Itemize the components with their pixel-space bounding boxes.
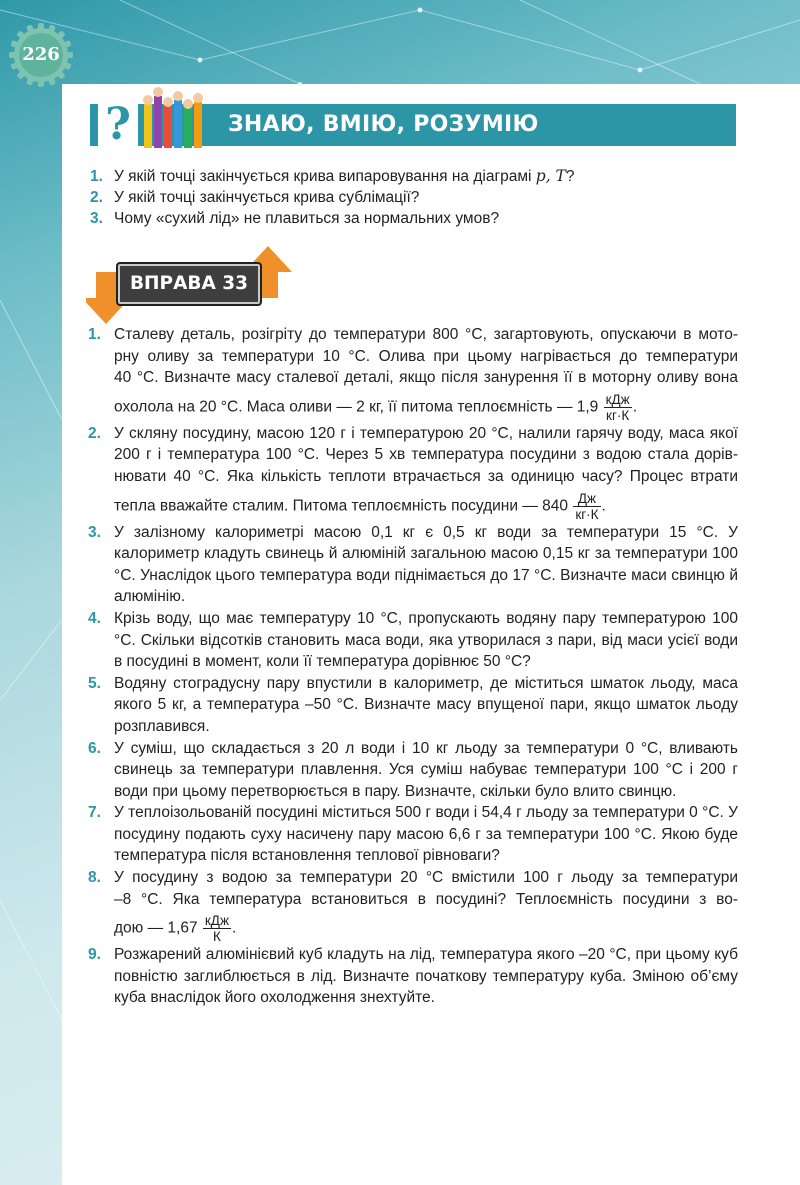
question-item: [90, 208, 730, 229]
question-mark-icon: ?: [98, 100, 138, 150]
task-number: 4.: [88, 609, 101, 627]
task-item: [88, 944, 738, 1009]
task-text: У залізному калориметрі масою 0,1 кг є 0,5 кг води за температури 15 °С. У калориметр кладуть свинець й алюміній загальною масою 0,15 кг за температури 100 °С. Унаслідок цього температура води піднімається до 17 °С. Визначте маси свинцю й алюмінію.: [114, 523, 738, 606]
task-number: 8.: [88, 869, 101, 887]
question-item: [90, 166, 730, 187]
task-item: [88, 522, 738, 608]
task-text: Сталеву деталь, розігріту до температури 800 °С, загартовують, опускаючи в мото- рну оливу за температури 10 °С. Олива при цьому нагрівається до температури 40 °С. Визначте масу сталевої деталі, якщо після занурення її в моторну оливу вона охолола на 20 °С. Маса оливи — 2 кг, її питома теплоємність — 1,9 $\frac{\text{кДж}}{кг\cdot К}$ .: [114, 326, 738, 423]
task-text: У теплоізольованій посудині міститься 500 г води і 54,4 г льоду за температури 0 °С. У посудину подають суху насичену пару масою 6,6 г за температури 100 °С. Якою буде температура після встановлення теплової рівноваги?: [114, 804, 738, 865]
task-text: Розжарений алюмінієвий куб кладуть на лід, температура якого –20 °С, при цьому куб повністю заглиблюється в лід. Визначте початкову температуру куба. Зміною об’єму куба внаслідок його охолодження знехтуйте.: [114, 946, 738, 1007]
task-item: [88, 802, 738, 867]
task-text: У посудину з водою за температури 20 °С вмістили 100 г льоду за температури –8 °С. Яка температура встановиться в посудині? Теплоємність посудини з во- дою — 1,67 $\frac{\text{кДж}}{К}$ .: [114, 869, 738, 945]
question-text: Чому «сухий лід» не плавиться за нормальних умов?: [114, 210, 500, 227]
task-number: 1.: [88, 326, 101, 343]
exercise-label: ВПРАВА 33: [129, 273, 249, 294]
task-item: [88, 324, 738, 423]
page-number: 226: [22, 44, 60, 65]
question-number: 1.: [90, 168, 103, 185]
task-number: 9.: [88, 946, 101, 964]
task-number: 2.: [88, 424, 101, 442]
exercise-header: [86, 246, 296, 324]
know-section-header: [90, 98, 736, 150]
exercise-tasks: [88, 324, 738, 1009]
task-number: 7.: [88, 804, 101, 822]
question-number: 2.: [90, 189, 103, 206]
task-item: [88, 608, 738, 673]
question-number: 3.: [90, 210, 103, 227]
review-questions: [90, 166, 730, 229]
page-number-badge: [8, 22, 74, 88]
unit-fraction: $\frac{\text{кДж}}{К}$: [204, 913, 229, 945]
task-number: 6.: [88, 739, 101, 757]
raised-hands-icon: [142, 86, 206, 148]
task-item: [88, 738, 738, 803]
unit-fraction: $\frac{Дж}{кг\cdot К}$: [575, 490, 599, 522]
task-text: У скляну посудину, масою 120 г і температурою 20 °С, налили гарячу воду, маса якої 200 г і температура 100 °С. Через 5 хв температура посудини з водою стала дорів- нювати 40 °С. Яка кількість теплоти втрачається за одиницю часу? Процес втрати тепла вважайте сталим. Питома теплоємність посудини — 840 $\frac{Дж}{кг\cdot К}$ .: [114, 424, 738, 522]
know-section-title: ЗНАЮ, ВМІЮ, РОЗУМІЮ: [228, 112, 539, 137]
unit-fraction: $\frac{\text{кДж}}{кг\cdot К}$: [605, 391, 630, 423]
question-item: [90, 187, 730, 208]
task-text: У суміш, що складається з 20 л води і 10 кг льоду за температури 0 °С, вливають свинець за температури плавлення. Уся суміш набуває температури 100 °С і 200 г води при цьому перетворюється в пару. Визначте, скільки було влито свинцю.: [114, 739, 738, 800]
question-text: У якій точці закінчується крива випаровування на діаграмі p, T?: [114, 167, 575, 185]
task-text: Водяну стоградусну пару впустили в калориметр, де міститься шматок льоду, маса якого 5 кг, а температура –50 °С. Визначте масу впущеної пари, якщо шматок льоду розплавився.: [114, 674, 738, 735]
task-item: [88, 423, 738, 522]
question-text: У якій точці закінчується крива сублімації?: [114, 189, 420, 206]
task-text: Крізь воду, що має температуру 10 °С, пропускають водяну пару температурою 100 °С. Скільки відсотків становить маса води, яка утворилася з пари, від маси усієї води в посудині в момент, коли її температура дорівнює 50 °С?: [114, 609, 738, 671]
task-item: [88, 867, 738, 944]
math-variables: p, T: [535, 167, 566, 185]
task-number: 3.: [88, 523, 101, 541]
task-item: [88, 673, 738, 738]
task-number: 5.: [88, 674, 101, 692]
